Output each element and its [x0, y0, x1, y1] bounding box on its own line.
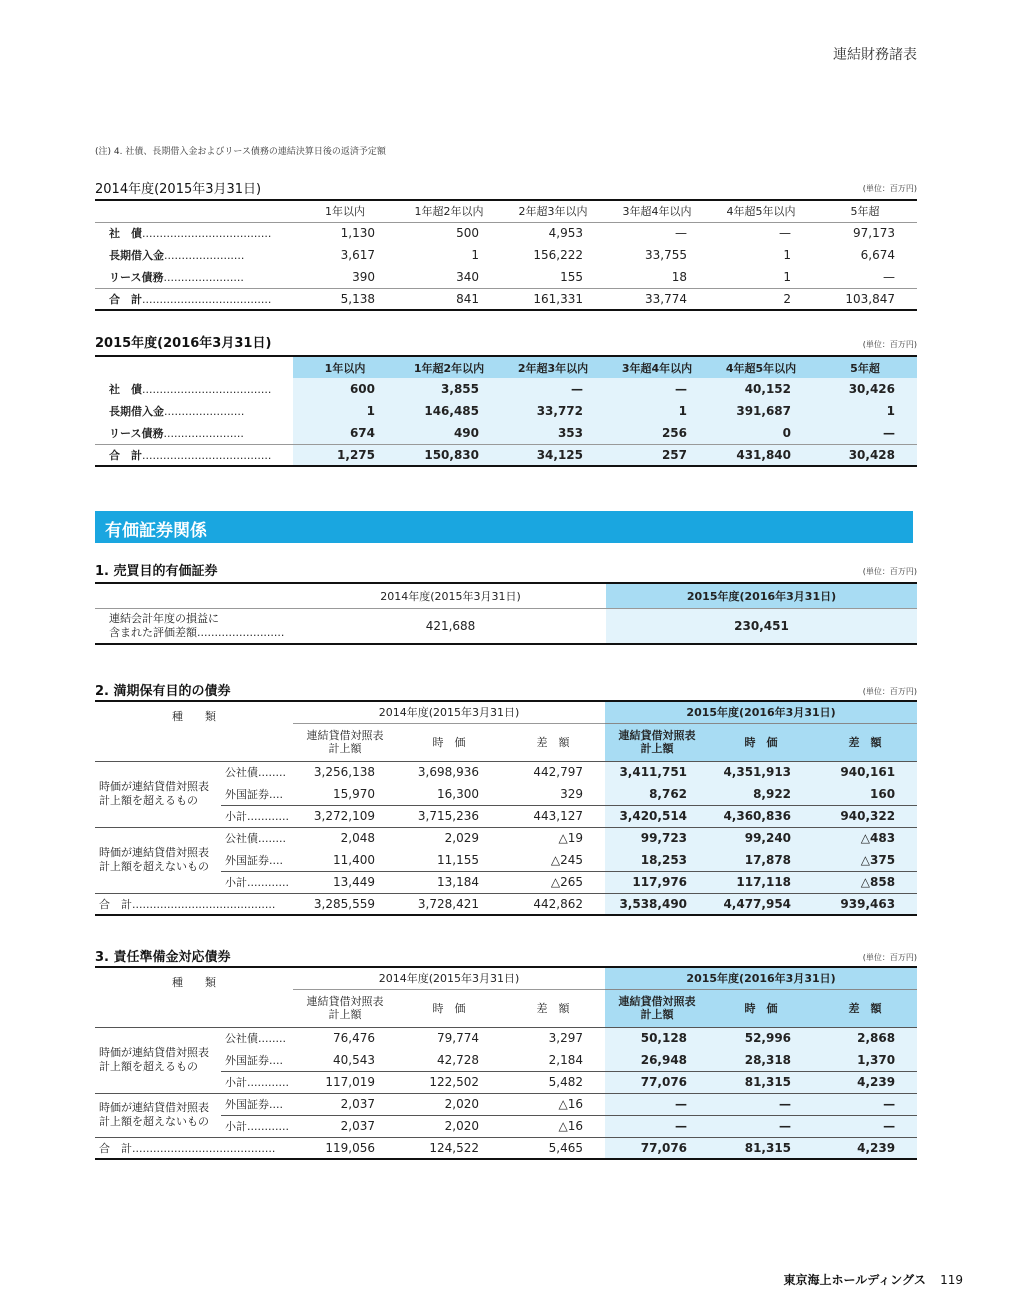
cell: 103,847	[845, 291, 895, 306]
cell: 13,449	[333, 875, 375, 889]
cell: 77,076	[605, 1137, 709, 1159]
table-2014	[95, 199, 917, 311]
table-header-row	[95, 200, 917, 222]
table-row: 合 計..................................... 1,275 150,830 34,125 257 431,840 30,428	[95, 444, 917, 466]
cell: 15,970	[333, 786, 375, 801]
section-banner: 有価証券関係	[95, 511, 913, 543]
cell: △265	[550, 875, 584, 889]
cell: 939,463	[813, 893, 917, 915]
cell: 5,482	[548, 1075, 584, 1089]
cell: —	[605, 378, 709, 400]
table-row: 社 債..................................... 1,130 500 4,953 — — 97,173	[95, 222, 917, 244]
table-header-row	[95, 967, 917, 989]
cell: 3,256,138	[313, 765, 375, 780]
col-header: 1年超2年以内	[414, 205, 484, 219]
table-s2	[95, 700, 917, 916]
sub-header: 連結貸借対照表 計上額	[306, 729, 384, 755]
row-label: 連結会計年度の損益に 含まれた評価差額.........................	[109, 611, 285, 639]
row-label: 長期借入金	[109, 405, 164, 418]
cell: 1	[293, 400, 397, 422]
col-header: 2年超3年以内	[518, 205, 588, 219]
cell: 26,948	[605, 1049, 709, 1071]
cell: 3,297	[548, 1031, 584, 1046]
cell: 3,538,490	[605, 893, 709, 915]
table-header-row	[95, 356, 917, 378]
sub-header: 差 額	[536, 736, 570, 749]
row-label: 外国証券....	[225, 1053, 283, 1067]
cell: 3,285,559	[313, 896, 375, 911]
col-header: 1年以内	[325, 205, 365, 219]
sub-header: 差 額	[813, 723, 917, 761]
cell: 3,617	[340, 248, 375, 262]
page-header-title: 連結財務諸表	[833, 47, 917, 63]
cell: 4,239	[813, 1071, 917, 1093]
col-header: 4年超5年以内	[709, 356, 813, 378]
cell: 40,152	[709, 378, 813, 400]
cell: 33,755	[645, 248, 687, 262]
cell: —	[813, 1115, 917, 1137]
row-label: 公社債........	[225, 832, 286, 846]
cell: 117,019	[325, 1075, 375, 1089]
sub-header: 時 価	[432, 1002, 466, 1015]
cell: 161,331	[533, 291, 583, 306]
cell: 117,118	[709, 871, 813, 893]
cell: 841	[456, 291, 479, 306]
row-label: 小計............	[225, 810, 289, 823]
col-header: 5年超	[850, 205, 880, 219]
table-total-row	[95, 1137, 917, 1159]
cell: —	[883, 269, 895, 284]
cell: 256	[605, 422, 709, 444]
unit-label: (単位：百万円)	[862, 953, 917, 962]
cell: 230,451	[606, 608, 917, 644]
note-text: (注) 4. 社債、長期借入金およびリース債務の連結決算日後の返済予定額	[95, 147, 386, 157]
company-name: 東京海上ホールディングス	[783, 1273, 926, 1287]
cell: 150,830	[397, 444, 501, 466]
cell: 1	[783, 248, 791, 262]
cell: 353	[501, 422, 605, 444]
cell: 391,687	[709, 400, 813, 422]
row-label: 社 債	[109, 383, 142, 396]
cell: 33,774	[645, 291, 687, 306]
section-2-title: 2. 満期保有目的の債券	[95, 684, 231, 699]
cell: 122,502	[429, 1075, 479, 1089]
cell: 2,020	[444, 1097, 479, 1111]
group-label: 時価が連結貸借対照表 計上額を超えないもの	[99, 846, 209, 873]
cell: 2,048	[340, 831, 375, 846]
cell: 28,318	[709, 1049, 813, 1071]
row-label: 合 計	[109, 292, 142, 306]
cell: 124,522	[429, 1140, 479, 1155]
page-footer	[783, 1271, 963, 1288]
cell: 18	[671, 269, 687, 284]
row-label: 小計............	[225, 876, 289, 889]
cell: 443,127	[533, 809, 584, 823]
cell: 97,173	[853, 226, 895, 241]
col-header: 2014年度(2015年3月31日)	[380, 589, 521, 603]
cell: 8,922	[709, 783, 813, 805]
table-2014-title: 2014年度(2015年3月31日)	[95, 182, 262, 197]
cell: 11,155	[437, 852, 479, 867]
cell: 1	[783, 269, 791, 284]
col-header: 1年以内	[293, 356, 397, 378]
table-header-row	[95, 583, 917, 608]
cell: 257	[605, 444, 709, 466]
cell: —	[779, 226, 791, 241]
cell: 17,878	[709, 849, 813, 871]
cell: △375	[813, 849, 917, 871]
kind-header: 種 類	[172, 710, 216, 723]
cell: 4,477,954	[709, 893, 813, 915]
sub-header: 時 価	[432, 736, 466, 749]
cell: —	[813, 1093, 917, 1115]
cell: 600	[293, 378, 397, 400]
row-label: 長期借入金	[109, 249, 164, 262]
cell: 42,728	[437, 1052, 479, 1067]
col-header: 1年超2年以内	[397, 356, 501, 378]
cell: 3,272,109	[313, 809, 375, 823]
cell: △483	[813, 827, 917, 849]
col-header: 2014年度(2015年3月31日)	[293, 967, 605, 989]
row-label: リース債務	[109, 426, 164, 440]
cell: —	[675, 226, 687, 241]
cell: 156,222	[533, 248, 583, 262]
group-label: 時価が連結貸借対照表 計上額を超えるもの	[99, 1046, 209, 1073]
unit-label: (単位：百万円)	[862, 184, 917, 193]
table-row: 社 債..................................... 600 3,855 — — 40,152 30,426	[95, 378, 917, 400]
cell: 442,862	[533, 896, 584, 911]
cell: 3,855	[397, 378, 501, 400]
cell: 674	[293, 422, 397, 444]
table-header-row	[95, 701, 917, 723]
cell: 500	[456, 226, 479, 241]
cell: 5,138	[340, 291, 375, 306]
cell: 77,076	[605, 1071, 709, 1093]
table-row	[95, 1027, 917, 1049]
cell: 329	[560, 786, 584, 801]
table-2015-title: 2015年度(2016年3月31日)	[95, 336, 272, 351]
cell: △858	[813, 871, 917, 893]
row-label: 公社債........	[225, 766, 286, 780]
cell: 81,315	[709, 1137, 813, 1159]
col-header: 3年超4年以内	[622, 205, 692, 219]
table-row: 長期借入金....................... 1 146,485 33,772 1 391,687 1	[95, 400, 917, 422]
table-row	[95, 761, 917, 783]
cell: 431,840	[709, 444, 813, 466]
col-header: 2015年度(2016年3月31日)	[606, 583, 917, 608]
cell: —	[605, 1115, 709, 1137]
cell: 81,315	[709, 1071, 813, 1093]
cell: 3,698,936	[417, 765, 479, 780]
sub-header: 差 額	[536, 1002, 570, 1015]
row-label: 社 債	[109, 227, 142, 241]
cell: 117,976	[605, 871, 709, 893]
cell: △16	[558, 1097, 584, 1111]
cell: 940,322	[813, 805, 917, 827]
cell: 442,797	[533, 765, 584, 780]
sub-header: 連結貸借対照表 計上額	[605, 723, 709, 761]
sub-header: 差 額	[813, 989, 917, 1027]
cell: 0	[709, 422, 813, 444]
row-label: 小計............	[225, 1076, 289, 1089]
col-header: 2年超3年以内	[501, 356, 605, 378]
row-label: 外国証券....	[225, 853, 283, 867]
group-label: 時価が連結貸借対照表 計上額を超えるもの	[99, 780, 209, 807]
cell: 5,465	[548, 1140, 584, 1155]
cell: 52,996	[709, 1027, 813, 1049]
row-label: リース債務	[109, 270, 164, 284]
cell: —	[709, 1115, 813, 1137]
unit-label: (単位：百万円)	[862, 340, 917, 349]
col-header: 4年超5年以内	[726, 205, 796, 219]
col-header: 2015年度(2016年3月31日)	[605, 701, 917, 723]
cell: 3,411,751	[605, 761, 709, 783]
row-label: 外国証券....	[225, 787, 283, 801]
table-row: 合 計..................................... 5,138 841 161,331 33,774 2 103,847	[95, 288, 917, 310]
table-s1	[95, 582, 917, 645]
cell: 2,020	[444, 1119, 479, 1133]
cell: △16	[558, 1119, 584, 1133]
table-row: 長期借入金....................... 3,617 1 156,222 33,755 1 6,674	[95, 244, 917, 266]
cell: 79,774	[437, 1031, 479, 1046]
cell: △19	[558, 831, 584, 846]
cell: 1,370	[813, 1049, 917, 1071]
cell: —	[709, 1093, 813, 1115]
cell: 119,056	[325, 1140, 375, 1155]
sub-header: 連結貸借対照表 計上額	[306, 995, 384, 1021]
cell: 1	[605, 400, 709, 422]
cell: 2,029	[444, 831, 479, 846]
row-label: 合 計.........................................	[99, 897, 276, 911]
sub-header: 時 価	[709, 723, 813, 761]
cell: 3,715,236	[417, 809, 479, 823]
cell: △245	[550, 852, 584, 867]
cell: 8,762	[605, 783, 709, 805]
table-row: リース債務....................... 390 340 155 18 1 —	[95, 266, 917, 288]
table-total-row	[95, 893, 917, 915]
section-1-title: 1. 売買目的有価証券	[95, 564, 218, 579]
table-row	[95, 827, 917, 849]
cell: 340	[456, 269, 479, 284]
cell: 3,728,421	[417, 896, 479, 911]
col-header: 2014年度(2015年3月31日)	[293, 701, 605, 723]
col-header: 2015年度(2016年3月31日)	[605, 967, 917, 989]
cell: 4,351,913	[709, 761, 813, 783]
cell: 160	[813, 783, 917, 805]
row-label: 小計............	[225, 1120, 289, 1133]
cell: 4,239	[813, 1137, 917, 1159]
cell: 2	[783, 291, 791, 306]
col-header: 3年超4年以内	[605, 356, 709, 378]
table-row: リース債務....................... 674 490 353 256 0 —	[95, 422, 917, 444]
cell: 3,420,514	[605, 805, 709, 827]
cell: 18,253	[605, 849, 709, 871]
cell: 4,953	[548, 226, 583, 241]
cell: 16,300	[437, 786, 479, 801]
cell: 30,426	[813, 378, 917, 400]
group-label: 時価が連結貸借対照表 計上額を超えないもの	[99, 1101, 209, 1128]
page-number: 119	[940, 1273, 963, 1287]
cell: 1	[813, 400, 917, 422]
cell: 34,125	[501, 444, 605, 466]
cell: 40,543	[333, 1052, 375, 1067]
row-label: 合 計	[109, 448, 142, 462]
row-label: 公社債........	[225, 1032, 286, 1046]
cell: 490	[397, 422, 501, 444]
cell: 33,772	[501, 400, 605, 422]
cell: 146,485	[397, 400, 501, 422]
cell: 13,184	[437, 875, 479, 889]
cell: 11,400	[333, 852, 375, 867]
cell: 2,037	[340, 1097, 375, 1111]
cell: —	[501, 378, 605, 400]
col-header: 5年超	[813, 356, 917, 378]
cell: 30,428	[813, 444, 917, 466]
table-s3	[95, 966, 917, 1160]
cell: 390	[352, 269, 375, 284]
table-row	[95, 1093, 917, 1115]
table-row	[95, 608, 917, 644]
cell: 1	[471, 248, 479, 262]
cell: 4,360,836	[709, 805, 813, 827]
section-3-title: 3. 責任準備金対応債券	[95, 950, 231, 965]
cell: —	[813, 422, 917, 444]
cell: 1,130	[340, 226, 375, 241]
cell: 1,275	[293, 444, 397, 466]
cell: 2,037	[340, 1119, 375, 1133]
sub-header: 連結貸借対照表 計上額	[605, 989, 709, 1027]
row-label: 外国証券....	[225, 1098, 283, 1111]
table-2015	[95, 355, 917, 467]
cell: —	[605, 1093, 709, 1115]
kind-header: 種 類	[172, 976, 216, 989]
cell: 155	[560, 269, 583, 284]
cell: 940,161	[813, 761, 917, 783]
cell: 76,476	[333, 1031, 375, 1046]
cell: 2,868	[813, 1027, 917, 1049]
cell: 99,240	[709, 827, 813, 849]
cell: 99,723	[605, 827, 709, 849]
cell: 50,128	[605, 1027, 709, 1049]
cell: 2,184	[548, 1052, 584, 1067]
unit-label: (単位：百万円)	[862, 567, 917, 576]
row-label: 合 計.........................................	[99, 1141, 276, 1155]
sub-header: 時 価	[709, 989, 813, 1027]
unit-label: (単位：百万円)	[862, 687, 917, 696]
cell: 421,688	[425, 618, 476, 633]
cell: 6,674	[860, 248, 895, 262]
